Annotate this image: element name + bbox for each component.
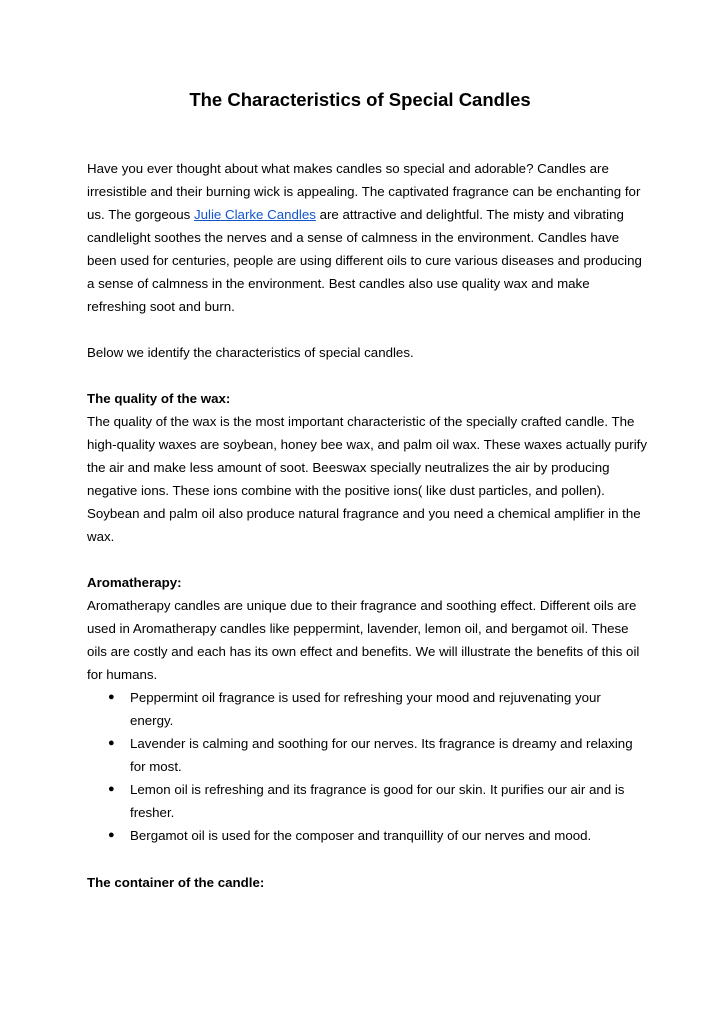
aromatherapy-heading: Aromatherapy:: [87, 575, 182, 590]
oil-benefits-list: [87, 686, 647, 847]
list-item-text: Bergamot oil is used for the composer and tranquillity of our nerves and mood.: [130, 828, 592, 843]
intro-text-after-link: are attractive and delightful. The misty and vibrating candlelight soothes the nerves and a sense of calmness in the environment. Candles have been used for centuries, people are using different oils to cure various diseases and producing a sense of calmness in the environment. Best candles also use quality wax and make refreshing soot and burn.: [87, 207, 642, 314]
oil-benefits-list-wrapper: [87, 686, 647, 847]
aromatherapy-paragraph: Aromatherapy candles are unique due to their fragrance and soothing effect. Different oils are used in Aromatherapy candles like peppermint, lavender, lemon oil, and bergamot oil. These oils are costly and each has its own effect and benefits. We will illustrate the benefits of this oil for humans.: [87, 598, 640, 682]
list-item-text: Peppermint oil fragrance is used for refreshing your mood and rejuvenating your energy.: [130, 690, 601, 728]
wax-paragraph: The quality of the wax is the most important characteristic of the specially crafted candle. The high-quality waxes are soybean, honey bee wax, and palm oil wax. These waxes actually purify the air and make less amount of soot. Beeswax specially neutralizes the air by producing negative ions. These ions combine with the positive ions( like dust particles, and pollen). Soybean and palm oil also produce natural fragrance and you need a chemical amplifier in the wax.: [87, 414, 648, 544]
intro-text-before-link: Have you ever thought about what makes candles so special and adorable? Candles are irresistible and their burning wick is appealing. The captivated fragrance can be enchanting for us. The gorgeous: [87, 161, 641, 222]
list-item-text: Lavender is calming and soothing for our nerves. Its fragrance is dreamy and relaxing for most.: [130, 736, 633, 774]
list-item-text: Lemon oil is refreshing and its fragrance is good for our skin. It purifies our air and is fresher.: [130, 782, 625, 820]
list-item: [87, 778, 647, 824]
intro-paragraph: [87, 157, 647, 318]
page-title: The Characteristics of Special Candles: [189, 89, 531, 110]
bullet-icon: ●: [108, 691, 115, 703]
list-item: [87, 686, 647, 732]
bullet-icon: ●: [108, 737, 115, 749]
wax-heading: The quality of the wax:: [87, 391, 231, 406]
list-item: [87, 732, 647, 778]
bullet-icon: ●: [108, 829, 115, 841]
julie-clarke-candles-link[interactable]: Julie Clarke Candles: [193, 207, 316, 222]
container-heading: The container of the candle:: [87, 875, 265, 890]
list-item: [87, 824, 647, 847]
bullet-icon: ●: [108, 783, 115, 795]
characteristics-intro-paragraph: Below we identify the characteristics of special candles.: [87, 345, 414, 360]
